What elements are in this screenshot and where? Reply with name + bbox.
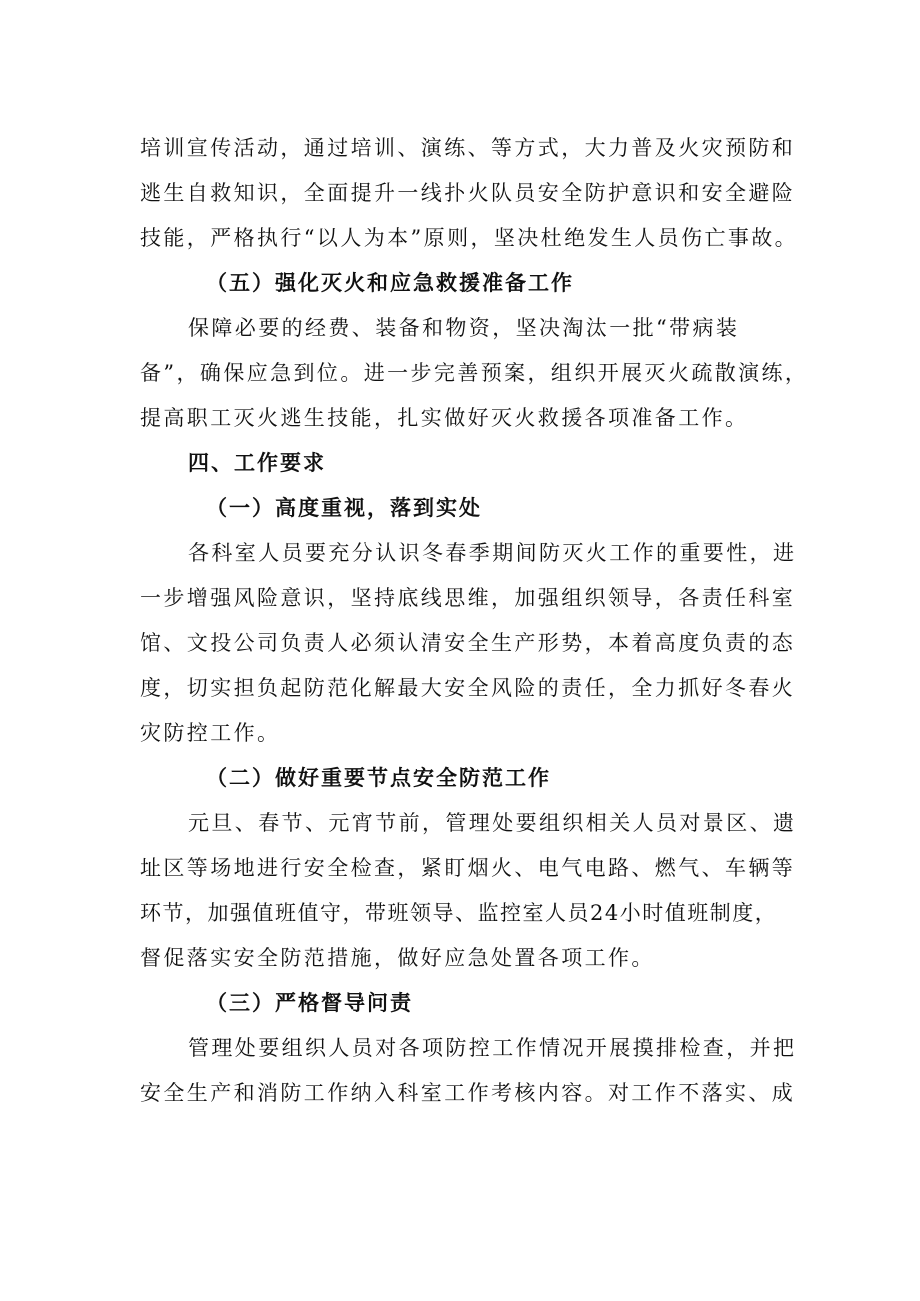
document-body: [140, 126, 810, 1116]
text-line: 址区等场地进行安全检查，紧盯烟火、电气电路、燃气、车辆等: [140, 856, 796, 880]
text-line: 环节，加强值班值守，带班领导、监控室人员24小时值班制度，: [140, 901, 778, 925]
text-line: 各科室人员要充分认识冬春季期间防灭火工作的重要性，进: [188, 541, 797, 565]
subheading-rescue-preparation: （五）强化灭火和应急救援准备工作: [206, 271, 574, 295]
paragraph-fire-training: [140, 126, 810, 261]
text-line: 灾防控工作。: [140, 721, 281, 745]
text-line: 馆、文投公司负责人必须认清安全生产形势，本着高度负责的态: [140, 631, 796, 655]
paragraph-supervision: [140, 1026, 810, 1116]
text-line: 技能，严格执行“以人为本”原则，坚决杜绝发生人员伤亡事故。: [140, 226, 799, 250]
subheading-key-dates-safety: （二）做好重要节点安全防范工作: [206, 766, 551, 790]
text-line: 安全生产和消防工作纳入科室工作考核内容。对工作不落实、成: [140, 1081, 796, 1105]
text-line: 管理处要组织人员对各项防控工作情况开展摸排检查，并把: [188, 1036, 797, 1060]
text-line: 元旦、春节、元宵节前，管理处要组织相关人员对景区、遗: [188, 811, 797, 835]
text-line: 逃生自救知识，全面提升一线扑火队员安全防护意识和安全避险: [140, 181, 796, 205]
paragraph-high-attention: [140, 531, 810, 756]
text-line: 度，切实担负起防范化解最大安全风险的责任，全力抓好冬春火: [140, 676, 796, 700]
paragraph-key-dates-safety: [140, 801, 810, 981]
section-heading-requirements: 四、工作要求: [188, 451, 326, 475]
text-line: 备”，确保应急到位。进一步完善预案，组织开展灭火疏散演练，: [140, 361, 809, 385]
text-line: 一步增强风险意识，坚持底线思维，加强组织领导，各责任科室: [140, 586, 796, 610]
text-line: 提高职工灭火逃生技能，扎实做好灭火救援各项准备工作。: [140, 406, 749, 430]
text-line: 保障必要的经费、装备和物资，坚决淘汰一批“带病装: [188, 316, 740, 340]
text-line: 培训宣传活动，通过培训、演练、等方式，大力普及火灾预防和: [140, 136, 796, 160]
subheading-high-attention: （一）高度重视，落到实处: [206, 496, 482, 520]
subheading-supervision: （三）严格督导问责: [206, 991, 413, 1015]
text-line: 督促落实安全防范措施，做好应急处置各项工作。: [140, 946, 655, 970]
paragraph-rescue-preparation: [140, 306, 810, 441]
